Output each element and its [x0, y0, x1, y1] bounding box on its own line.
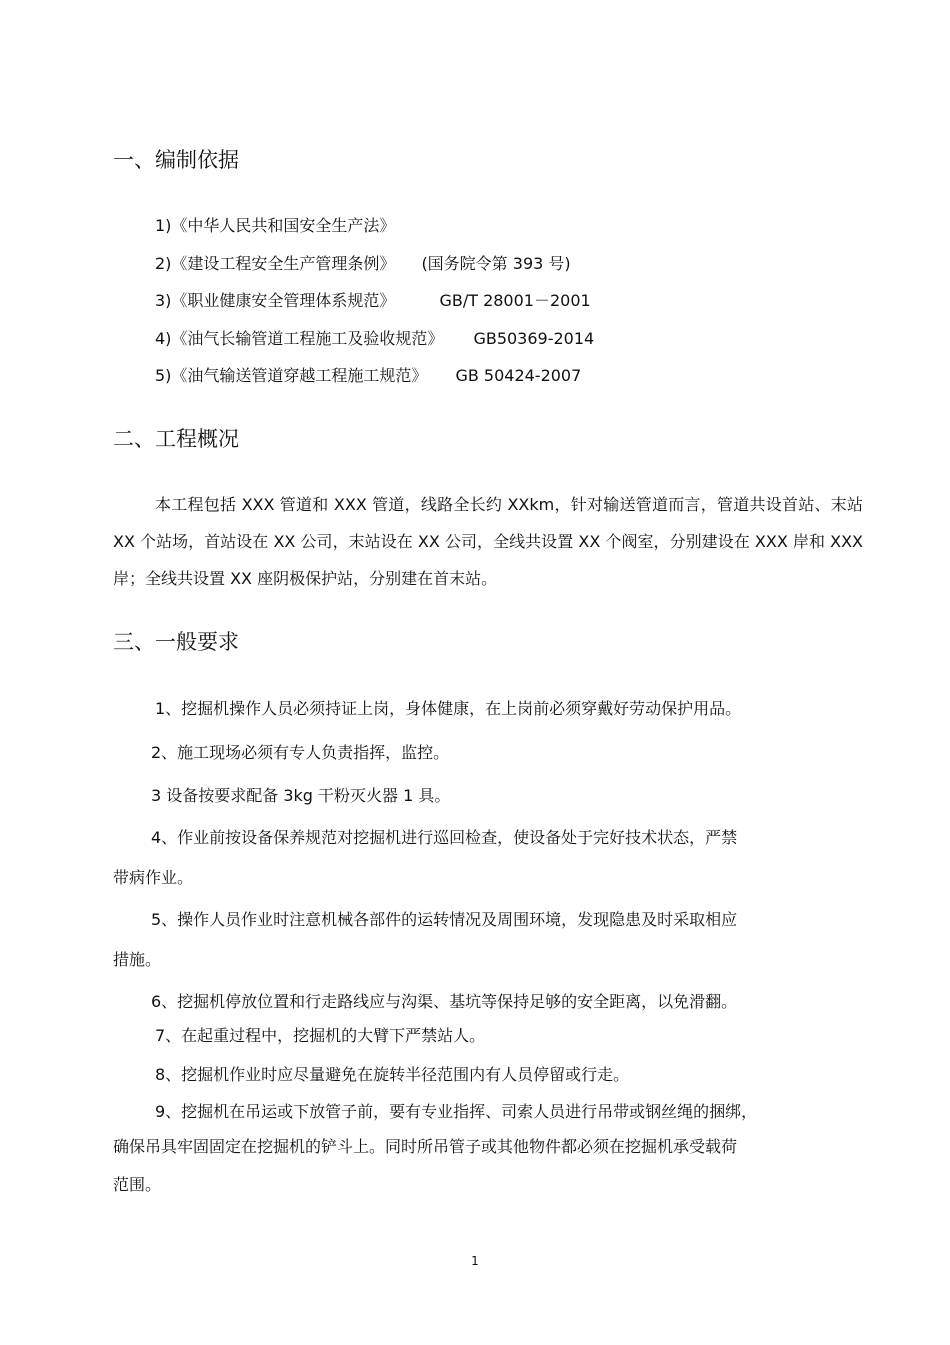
- reference-code: GB/T 28001－2001: [439, 291, 591, 310]
- requirement-item: 3 设备按要求配备 3kg 干粉灭火器 1 具。: [151, 786, 451, 805]
- reference-item: [155, 290, 591, 312]
- reference-title: 1)《中华人民共和国安全生产法》: [155, 216, 396, 235]
- requirement-item: 8、挖掘机作业时应尽量避免在旋转半径范围内有人员停留或行走。: [155, 1065, 630, 1084]
- requirement-item: 2、施工现场必须有专人负责指挥，监控。: [151, 743, 450, 762]
- requirement-item-continuation: 确保吊具牢固固定在挖掘机的铲斗上。同时所吊管子或其他物件都必须在挖掘机承受载荷: [113, 1137, 738, 1156]
- reference-item: [155, 328, 594, 350]
- reference-code: (国务院令第 393 号): [421, 254, 571, 273]
- requirement-item: 9、挖掘机在吊运或下放管子前，要有专业指挥、司索人员进行吊带或钢丝绳的捆绑，: [155, 1102, 758, 1121]
- reference-code: GB 50424-2007: [455, 366, 582, 385]
- requirement-item: 4、作业前按设备保养规范对挖掘机进行巡回检查，使设备处于完好技术状态，严禁: [151, 828, 738, 847]
- reference-item: [155, 215, 395, 237]
- reference-title: 4)《油气长输管道工程施工及验收规范》: [155, 329, 444, 348]
- page-number: 1: [471, 1254, 479, 1268]
- reference-item: [155, 365, 581, 387]
- requirement-item: 7、在起重过程中，挖掘机的大臂下严禁站人。: [155, 1026, 486, 1045]
- requirement-item: 1、挖掘机操作人员必须持证上岗，身体健康，在上岗前必须穿戴好劳动保护用品。: [155, 699, 742, 718]
- requirement-item-continuation: 带病作业。: [113, 868, 194, 887]
- overview-paragraph: 本工程包括 XXX 管道和 XXX 管道，线路全长约 XXkm，针对输送管道而言，管道共设首站、末站 XX 个站场，首站设在 XX 公司，末站设在 XX 公司，全线共设置 XX 个阀室，分别建设在 XXX 岸和 XXX 岸；全线共设置 XX 座阴极保护站，分别建在首末站。: [113, 495, 863, 588]
- section-heading-overview: 二、工程概况: [113, 427, 239, 451]
- section-heading-basis: 一、编制依据: [113, 148, 239, 172]
- reference-item: [155, 253, 571, 275]
- reference-title: 3)《职业健康安全管理体系规范》: [155, 291, 396, 310]
- requirement-item-continuation: 范围。: [113, 1175, 162, 1194]
- requirement-item-continuation: 措施。: [113, 950, 162, 969]
- section-heading-requirements: 三、一般要求: [113, 630, 239, 654]
- reference-title: 2)《建设工程安全生产管理条例》: [155, 254, 396, 273]
- requirement-item: 6、挖掘机停放位置和行走路线应与沟渠、基坑等保持足够的安全距离，以免滑翻。: [151, 992, 738, 1011]
- reference-title: 5)《油气输送管道穿越工程施工规范》: [155, 366, 428, 385]
- requirement-item: 5、操作人员作业时注意机械各部件的运转情况及周围环境，发现隐患及时采取相应: [151, 910, 738, 929]
- reference-code: GB50369-2014: [473, 329, 595, 348]
